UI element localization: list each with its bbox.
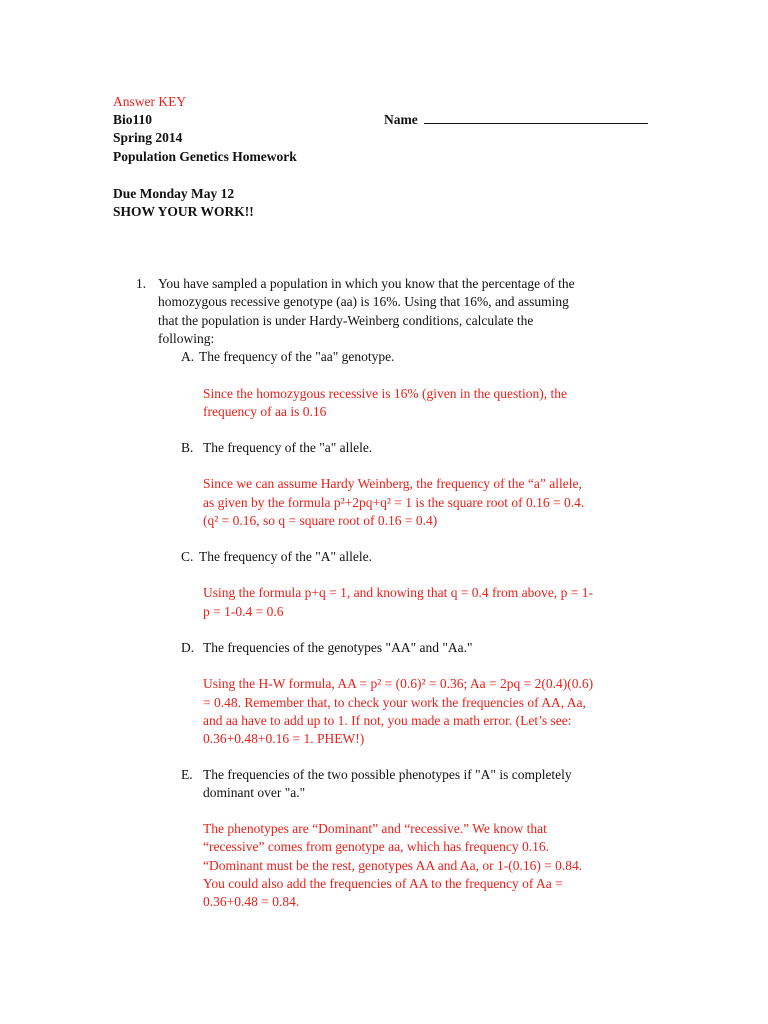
assignment-title: Population Genetics Homework bbox=[113, 149, 297, 164]
part-c-answer-line: Using the formula p+q = 1, and knowing that q = 0.4 from above, p = 1- bbox=[203, 585, 594, 600]
part-b-letter: B. bbox=[181, 440, 194, 455]
part-e-answer-line: “recessive” comes from genotype aa, which has frequency 0.16. bbox=[203, 839, 549, 854]
part-d-question: The frequencies of the genotypes "AA" and "Aa." bbox=[203, 640, 473, 655]
part-e-answer-line: The phenotypes are “Dominant” and “recessive.” We know that bbox=[203, 821, 547, 836]
part-d-answer-line: = 0.48. Remember that, to check your work the frequencies of AA, Aa, bbox=[203, 695, 586, 710]
part-c-answer-line: p = 1-0.4 = 0.6 bbox=[203, 604, 284, 619]
term: Spring 2014 bbox=[113, 130, 183, 145]
part-a-question: The frequency of the "aa" genotype. bbox=[199, 349, 395, 364]
part-e-answer-line: You could also add the frequencies of AA to the frequency of Aa = bbox=[203, 876, 563, 891]
part-e-question-line: dominant over "a." bbox=[203, 785, 306, 800]
part-c-question: The frequency of the "A" allele. bbox=[199, 549, 372, 564]
question-prompt-line: that the population is under Hardy-Weinberg conditions, calculate the bbox=[158, 313, 534, 328]
question-prompt-line: You have sampled a population in which you know that the percentage of the bbox=[158, 276, 575, 291]
part-a-answer-line: frequency of aa is 0.16 bbox=[203, 404, 327, 419]
part-b-answer-line: (q² = 0.16, so q = square root of 0.16 = 0.4) bbox=[203, 513, 438, 528]
part-b-answer-line: as given by the formula p²+2pq+q² = 1 is the square root of 0.16 = 0.4. bbox=[203, 495, 585, 510]
name-blank-line bbox=[424, 111, 648, 124]
part-a-answer-line: Since the homozygous recessive is 16% (given in the question), the bbox=[203, 386, 568, 401]
part-e-answer-line: “Dominant must be the rest, genotypes AA and Aa, or 1-(0.16) = 0.84. bbox=[203, 858, 583, 873]
part-a-letter: A. bbox=[181, 349, 195, 364]
part-e-letter: E. bbox=[181, 767, 193, 782]
question-prompt-line: homozygous recessive genotype (aa) is 16%. Using that 16%, and assuming bbox=[158, 294, 569, 309]
due-date: Due Monday May 12 bbox=[113, 186, 235, 201]
name-field bbox=[384, 111, 648, 129]
part-e-question-line: The frequencies of the two possible phenotypes if "A" is completely bbox=[203, 767, 572, 782]
part-b-answer-line: Since we can assume Hardy Weinberg, the frequency of the “a” allele, bbox=[203, 476, 582, 491]
show-work-note: SHOW YOUR WORK!! bbox=[113, 204, 254, 219]
answer-key-label: Answer KEY bbox=[113, 94, 187, 109]
part-b-question: The frequency of the "a" allele. bbox=[203, 440, 373, 455]
part-e-answer-line: 0.36+0.48 = 0.84. bbox=[203, 894, 300, 909]
course-code: Bio110 bbox=[113, 112, 153, 127]
part-d-answer-line: Using the H-W formula, AA = p² = (0.6)² = 0.36; Aa = 2pq = 2(0.4)(0.6) bbox=[203, 676, 594, 691]
question-prompt-line: following: bbox=[158, 331, 215, 346]
name-label: Name bbox=[384, 112, 418, 127]
part-d-answer-line: 0.36+0.48+0.16 = 1. PHEW!) bbox=[203, 731, 365, 746]
part-d-answer-line: and aa have to add up to 1. If not, you made a math error. (Let’s see: bbox=[203, 713, 572, 728]
part-c-letter: C. bbox=[181, 549, 194, 564]
question-number: 1. bbox=[136, 276, 147, 291]
part-d-letter: D. bbox=[181, 640, 195, 655]
